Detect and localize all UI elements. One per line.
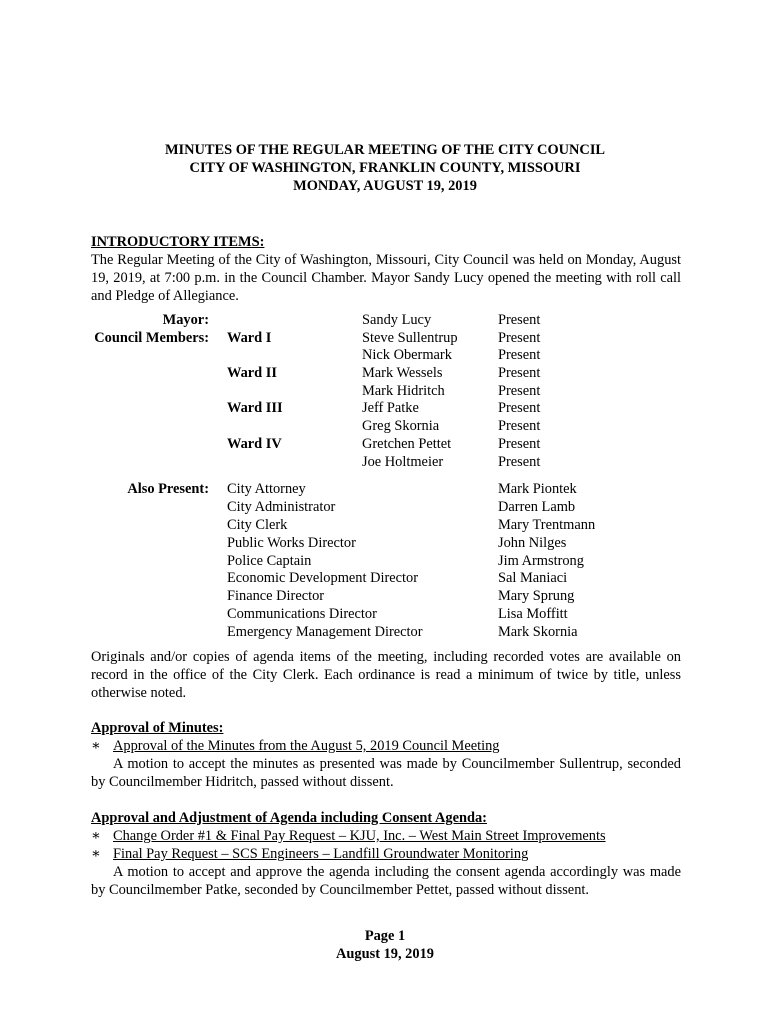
page-footer <box>0 927 770 963</box>
title-line-2: CITY OF WASHINGTON, FRANKLIN COUNTY, MISSOURI <box>189 160 581 176</box>
staff-name: Mark Piontek <box>498 481 577 497</box>
staff-name: Darren Lamb <box>498 498 576 515</box>
staff-title: Public Works Director <box>227 534 356 551</box>
roster-row <box>91 435 691 453</box>
also-present-row <box>91 569 691 587</box>
staff-name: Sal Maniaci <box>498 570 568 587</box>
also-present-row <box>91 605 691 623</box>
roster-row <box>91 329 691 347</box>
roster-name: Steve Sullentrup <box>362 329 458 346</box>
footer-date: August 19, 2019 <box>336 946 434 962</box>
also-present-row <box>91 498 691 516</box>
introductory-text: The Regular Meeting of the City of Washington, Missouri, City Council was held on Monday, August 19, 2019, at 7:00 p.m. in the Council Chamber. Mayor Sandy Lucy opened the meeting with roll call and Pledge of Allegiance. <box>91 252 681 304</box>
also-present-label: Also Present: <box>127 481 209 497</box>
roster-ward: Ward II <box>227 365 277 382</box>
roster-name: Gretchen Pettet <box>362 435 452 452</box>
roster-status: Present <box>498 453 541 470</box>
staff-name: Jim Armstrong <box>498 552 584 569</box>
minutes-motion-text: A motion to accept the minutes as presented was made by Councilmember Sullentrup, seconded by Councilmember Hidritch, passed without dissent. <box>91 756 681 790</box>
roster-status: Present <box>498 347 541 364</box>
bullet-icon: ∗ <box>91 846 101 862</box>
staff-title: Finance Director <box>227 588 325 605</box>
roster-status: Present <box>498 400 541 417</box>
roster-name: Mark Hidritch <box>362 382 445 399</box>
roster-label: Council Members: <box>94 329 209 346</box>
roster-name: Joe Holtmeier <box>362 453 444 470</box>
bullet-icon: ∗ <box>91 828 101 844</box>
also-present-row <box>91 480 691 498</box>
also-present-list <box>91 480 691 641</box>
staff-name: Mark Skornia <box>498 624 578 641</box>
staff-title: Emergency Management Director <box>227 624 423 641</box>
also-present-row <box>91 587 691 605</box>
staff-title: Communications Director <box>227 606 377 623</box>
roster-status: Present <box>498 435 541 452</box>
page-number: Page 1 <box>364 928 406 944</box>
roster-status: Present <box>498 382 541 399</box>
minutes-item-text: Approval of the Minutes from the August 5, 2019 Council Meeting <box>113 738 500 754</box>
also-present-row <box>91 534 691 552</box>
roster-row <box>91 346 691 364</box>
minutes-agenda-item <box>91 737 681 755</box>
also-present-row <box>91 623 691 641</box>
staff-name: John Nilges <box>498 534 567 551</box>
roster-row <box>91 382 691 400</box>
consent-item-2-text: Final Pay Request – SCS Engineers – Landfill Groundwater Monitoring <box>113 846 529 862</box>
roster-row <box>91 453 691 471</box>
staff-title: City Administrator <box>227 498 336 515</box>
staff-title: Police Captain <box>227 552 312 569</box>
title-line-3: MONDAY, AUGUST 19, 2019 <box>293 178 477 194</box>
roster-name: Mark Wessels <box>362 365 443 382</box>
roster-ward: Ward I <box>227 329 272 346</box>
staff-name: Mary Sprung <box>498 588 575 605</box>
approval-agenda-heading: Approval and Adjustment of Agenda including Consent Agenda: <box>91 810 487 826</box>
document-title <box>0 141 770 195</box>
roster-status: Present <box>498 312 541 328</box>
roster-name: Nick Obermark <box>362 347 452 364</box>
attendance-roster <box>91 311 691 470</box>
roster-status: Present <box>498 329 541 346</box>
agenda-motion-text: A motion to accept and approve the agenda including the consent agenda accordingly was made by Councilmember Patke, seconded by Councilmember Pettet, passed without dissent. <box>91 864 681 898</box>
staff-title: Economic Development Director <box>227 570 419 587</box>
approval-of-agenda-section <box>91 809 681 899</box>
title-line-1: MINUTES OF THE REGULAR MEETING OF THE CITY COUNCIL <box>164 142 606 158</box>
roster-name: Greg Skornia <box>362 418 440 435</box>
roster-row <box>91 417 691 435</box>
staff-name: Lisa Moffitt <box>498 606 568 623</box>
consent-agenda-item <box>91 845 681 863</box>
roster-row <box>91 399 691 417</box>
introductory-heading: INTRODUCTORY ITEMS: <box>91 234 265 250</box>
roster-name: Sandy Lucy <box>362 312 432 328</box>
also-present-row <box>91 516 691 534</box>
roster-row <box>91 311 691 329</box>
bullet-icon: ∗ <box>91 738 101 754</box>
staff-title: City Attorney <box>227 481 306 497</box>
consent-item-1-text: Change Order #1 & Final Pay Request – KJU, Inc. – West Main Street Improvements <box>113 828 606 844</box>
roster-name: Jeff Patke <box>362 400 419 417</box>
roster-status: Present <box>498 365 541 382</box>
roster-ward: Ward III <box>227 400 283 417</box>
roster-ward: Ward IV <box>227 435 282 452</box>
approval-of-minutes-section <box>91 719 681 791</box>
staff-title: City Clerk <box>227 516 288 533</box>
staff-name: Mary Trentmann <box>498 516 596 533</box>
records-note: Originals and/or copies of agenda items of the meeting, including recorded votes are available on record in the office of the City Clerk. Each ordinance is read a minimum of twice by title, unless otherwise noted. <box>91 649 681 701</box>
roster-row <box>91 364 691 382</box>
roster-label: Mayor: <box>162 312 209 328</box>
roster-status: Present <box>498 418 541 435</box>
approval-minutes-heading: Approval of Minutes: <box>91 720 224 736</box>
also-present-row <box>91 552 691 570</box>
consent-agenda-item <box>91 827 681 845</box>
introductory-section <box>91 233 681 305</box>
